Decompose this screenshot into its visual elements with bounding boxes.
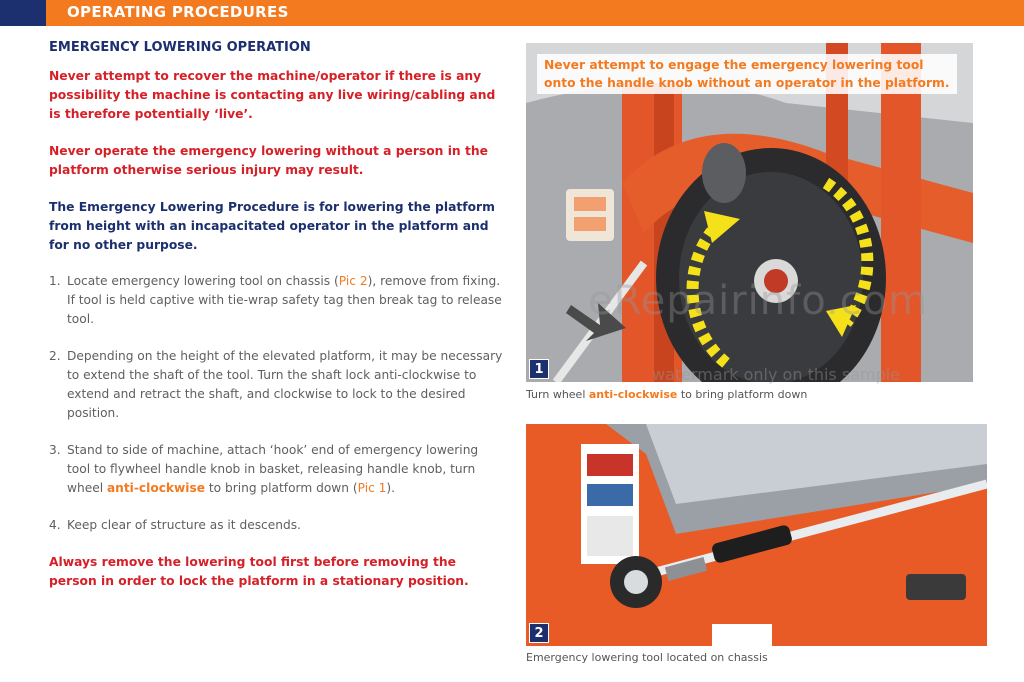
warning-live-wiring: Never attempt to recover the machine/operator if there is any possibility the machine is contacting any live wiring/cabling and is therefore potentially ‘live’. — [49, 69, 496, 121]
steps-list — [49, 272, 504, 535]
pic-1-caption — [526, 388, 807, 401]
step-number: 2. — [49, 349, 61, 363]
procedure-column — [49, 40, 504, 591]
step-number: 1. — [49, 274, 61, 288]
pic-2-reference: Pic 2 — [338, 274, 368, 288]
list-item — [49, 272, 504, 329]
pic-2-caption: Emergency lowering tool located on chassis — [526, 651, 768, 664]
watermark-sample-text: watermark only on this sample — [652, 365, 901, 384]
step-text-part: ), remove from fixing. If tool is held captive with tie-wrap safety tag then break tag to release tool. — [67, 274, 502, 326]
pic-1-warning: Never attempt to engage the emergency lowering tool onto the handle knob without an operator in the platform. — [537, 54, 957, 94]
page-title: OPERATING PROCEDURES — [67, 3, 289, 21]
caption-anti-clockwise: anti-clockwise — [588, 388, 678, 401]
step-text-part: to bring platform down ( — [204, 481, 358, 495]
warning-no-person: Never operate the emergency lowering without a person in the platform otherwise serious injury may result. — [49, 144, 488, 177]
pic-1-reference: Pic 1 — [357, 481, 387, 495]
anti-clockwise-highlight: anti-clockwise — [106, 481, 205, 495]
step-text-part: ). — [386, 481, 396, 495]
step-number: 4. — [49, 518, 61, 532]
header-tab — [0, 0, 46, 26]
caption-text: Turn wheel — [526, 388, 589, 401]
photo-flywheel — [526, 43, 973, 382]
list-item — [49, 516, 504, 535]
list-item — [49, 347, 504, 423]
step-text-part: Stand to side of machine, attach ‘hook’ end of emergency lowering tool to flywheel handle knob in basket, releasing handle knob, turn wheel — [67, 443, 479, 495]
pic-2-number-badge: 2 — [529, 623, 549, 643]
section-title: EMERGENCY LOWERING OPERATION — [49, 40, 311, 55]
photo-chassis-tool — [526, 424, 987, 646]
final-warning: Always remove the lowering tool first before removing the person in order to lock the platform in a stationary position. — [49, 555, 469, 588]
step-text-part: Locate emergency lowering tool on chassis ( — [67, 274, 339, 288]
caption-text: to bring platform down — [677, 388, 808, 401]
step-text — [67, 272, 504, 329]
list-item — [49, 441, 504, 498]
watermark-logo-text: eRepairinfo.com — [588, 278, 929, 324]
header-bar — [0, 0, 1024, 26]
step-number: 3. — [49, 443, 61, 457]
step-text: Keep clear of structure as it descends. — [67, 518, 301, 532]
step-text: Depending on the height of the elevated platform, it may be necessary to extend the shaft of the tool. Turn the shaft lock anti-clockwise to extend and retract the shaft, and clockwise to lock to the desired position. — [67, 349, 503, 420]
pic-1-number-badge: 1 — [529, 359, 549, 379]
chassis-tool-illustration — [526, 424, 987, 646]
procedure-purpose: The Emergency Lowering Procedure is for lowering the platform from height with an incapacitated operator in the platform and for no other purpose. — [49, 200, 495, 252]
step-text — [67, 441, 504, 498]
